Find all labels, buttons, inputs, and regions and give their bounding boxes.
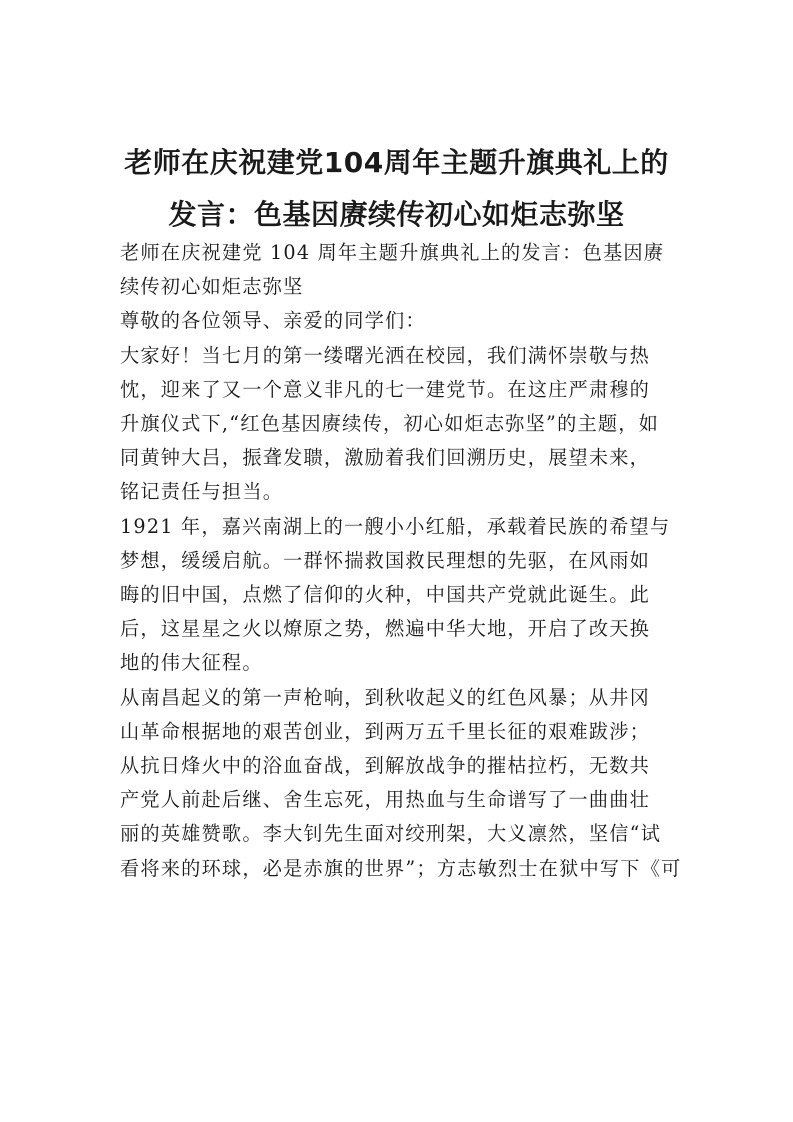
- paragraph-greeting: [120, 339, 676, 510]
- title-line-1: 老师在庆祝建党104周年主题升旗典礼上的: [124, 145, 669, 179]
- body-line: 同黄钟大吕，振聋发聩，激励着我们回溯历史，展望未来，: [120, 446, 651, 470]
- body-line: 地的伟大征程。: [120, 651, 263, 675]
- body-line: 尊敬的各位领导、亲爱的同学们：: [120, 309, 426, 333]
- paragraph-revolution: [120, 681, 682, 886]
- body-line: 从抗日烽火中的浴血奋战，到解放战争的摧枯拉朽，无数共: [120, 754, 651, 778]
- body-line: 梦想，缓缓启航。一群怀揣救国救民理想的先驱，在风雨如: [120, 548, 651, 572]
- body-line: 从南昌起义的第一声枪响，到秋收起义的红色风暴；从井冈: [120, 685, 651, 709]
- paragraph-salutation: [120, 304, 676, 338]
- document-title: [100, 137, 693, 241]
- body-line: 1921 年，嘉兴南湖上的一艘小小红船，承载着民族的希望与: [120, 514, 671, 538]
- body-line: 山革命根据地的艰苦创业，到两万五千里长征的艰难跋涉；: [120, 719, 651, 743]
- body-line: 老师在庆祝建党 104 周年主题升旗典礼上的发言：色基因赓: [120, 241, 665, 264]
- body-line: 晦的旧中国，点燃了信仰的火种，中国共产党就此诞生。此: [120, 583, 651, 607]
- body-line: 忱，迎来了又一个意义非凡的七一建党节。在这庄严肃穆的: [120, 377, 651, 401]
- body-line: 丽的英雄赞歌。李大钊先生面对绞刑架，大义凛然，坚信“试: [120, 822, 662, 846]
- paragraph-subtitle: [120, 236, 676, 304]
- body-line: 产党人前赴后继、舍生忘死，用热血与生命谱写了一曲曲壮: [120, 788, 651, 812]
- body-line: 升旗仪式下,“红色基因赓续传，初心如炬志弥坚”的主题，如: [120, 412, 660, 436]
- body-line: 续传初心如炬志弥坚: [120, 275, 304, 299]
- body-line: 大家好！当七月的第一缕曙光洒在校园，我们满怀崇敬与热: [120, 343, 651, 367]
- paragraph-history-1921: [120, 510, 676, 681]
- body-line: 看将来的环球，必是赤旗的世界”；方志敏烈士在狱中写下《可: [120, 856, 682, 880]
- body-line: 铭记责任与担当。: [120, 480, 284, 504]
- body-line: 后，这星星之火以燎原之势，燃遍中华大地，开启了改天换: [120, 617, 651, 641]
- document-body: [120, 236, 682, 886]
- title-line-2: 发言：色基因赓续传初心如炬志弥坚: [168, 197, 625, 231]
